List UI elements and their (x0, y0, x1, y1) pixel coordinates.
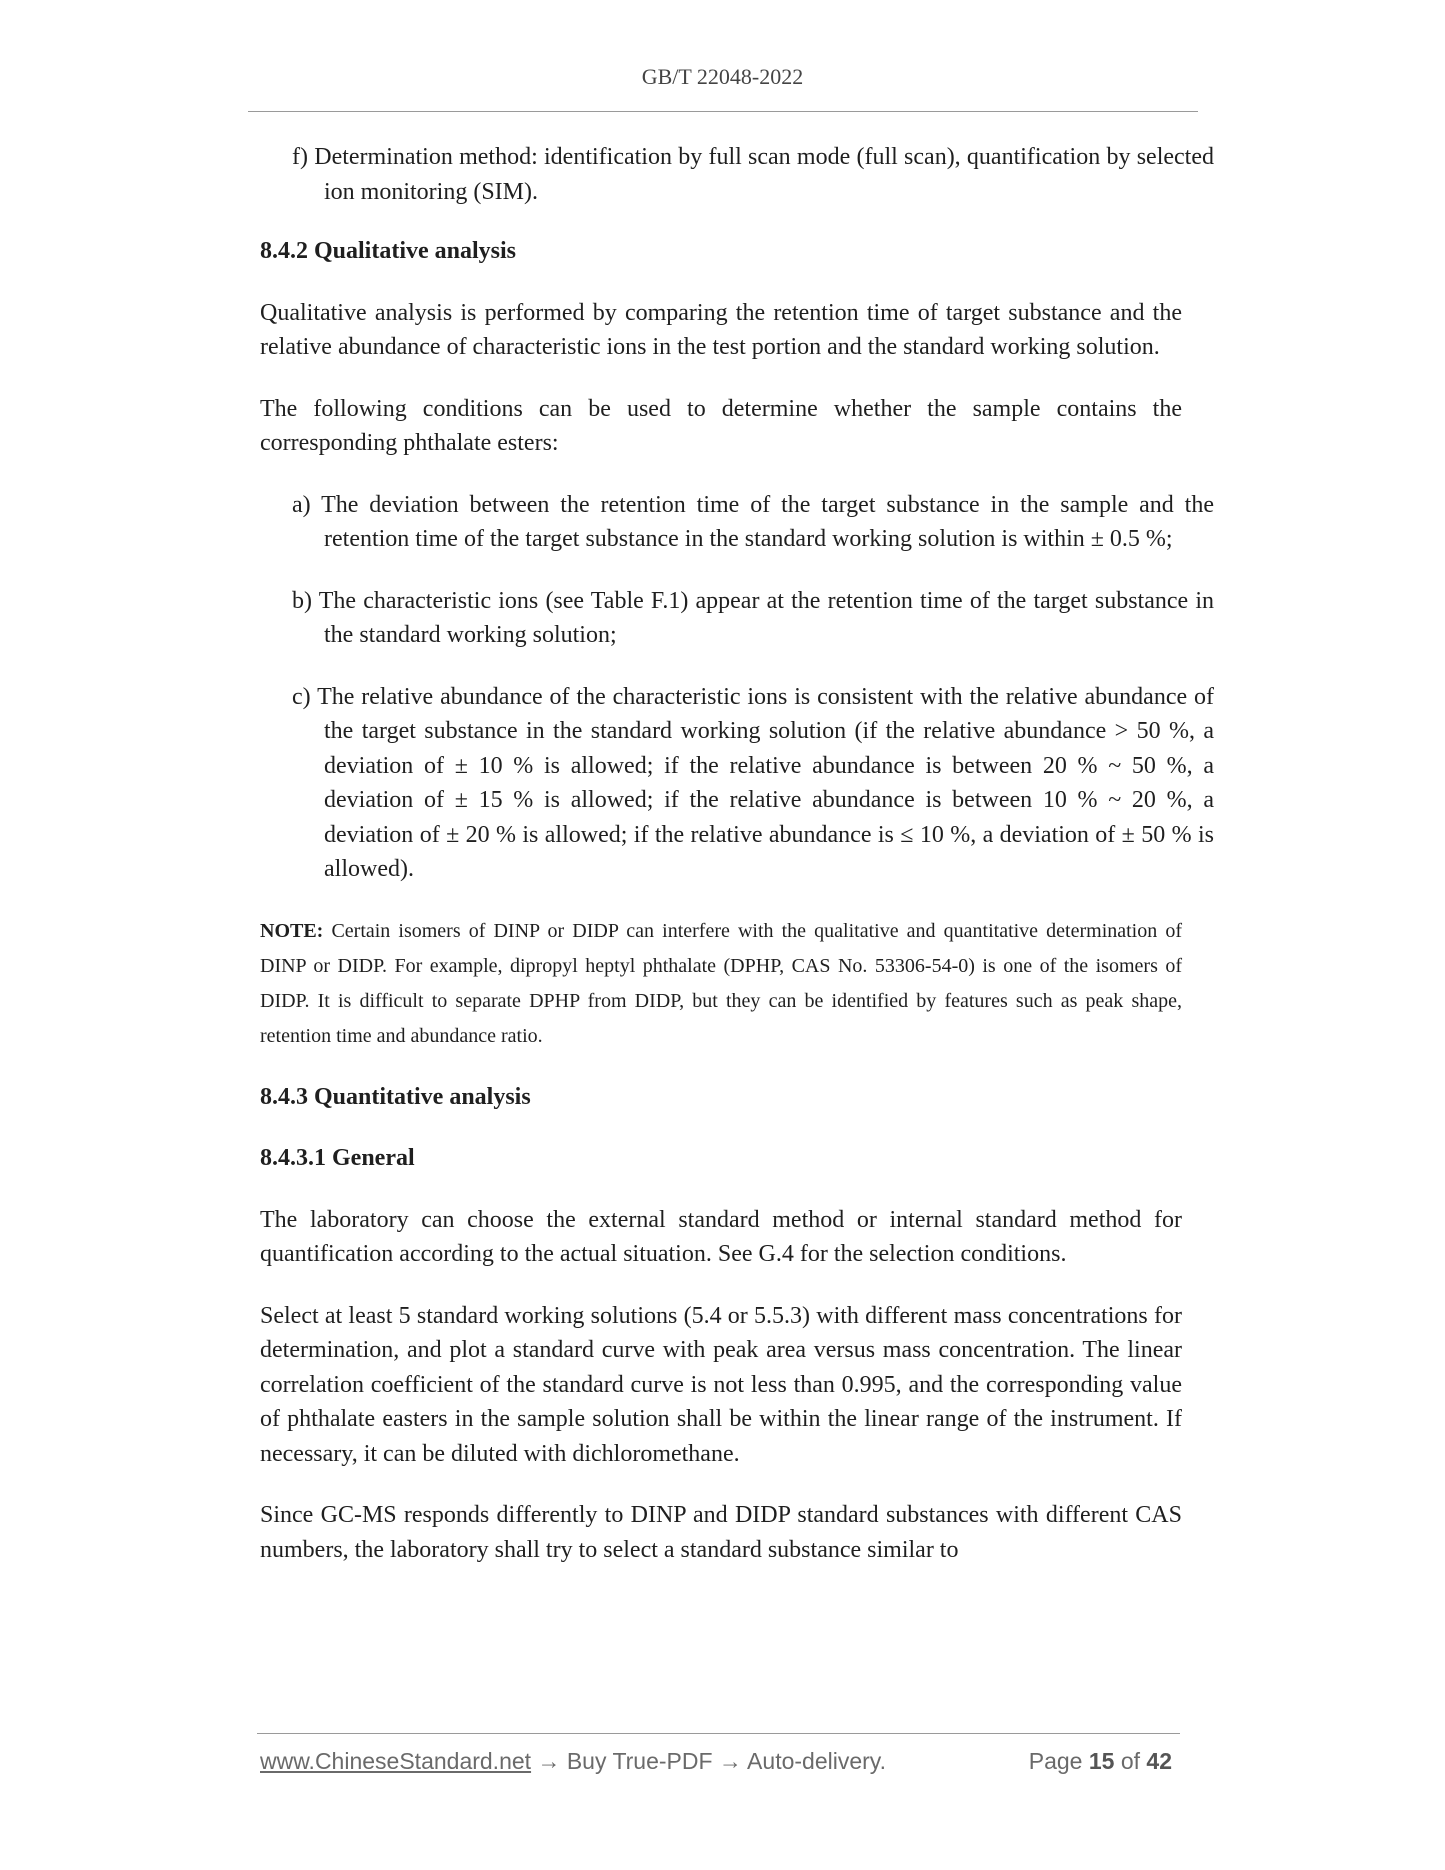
paragraph: Since GC-MS responds differently to DINP and DIDP standard substances with different CAS numbers, the laboratory shall try to select a standard substance similar to (260, 1502, 1182, 1563)
footer-promo (260, 1748, 886, 1775)
page-label: Page (1028, 1748, 1089, 1774)
note-label: NOTE: (260, 919, 324, 942)
note-block (260, 914, 1182, 1054)
total-pages: 42 (1146, 1748, 1172, 1774)
header-divider (248, 111, 1198, 112)
section-heading-842: 8.4.2 Qualitative analysis (260, 238, 517, 264)
website-link[interactable]: www.ChineseStandard.net (260, 1748, 532, 1774)
list-item-b: b) The characteristic ions (see Table F.1) appear at the retention time of the target substance in the standard working solution; (292, 587, 1214, 648)
page-indicator (1029, 1748, 1172, 1775)
of-label: of (1114, 1748, 1147, 1774)
note-text: Certain isomers of DINP or DIDP can interfere with the qualitative and quantitative determination of DINP or DIDP. For example, dipropyl heptyl phthalate (DPHP, CAS No. 53306-54-0) is one of the isomers of DIDP. It is difficult to separate DPHP from DIDP, but they can be identified by features such as peak shape, retention time and abundance ratio. (260, 919, 1182, 1047)
footer-promo-text: → Buy True-PDF → Auto-delivery. (531, 1748, 886, 1774)
paragraph: The laboratory can choose the external standard method or internal standard method for quantification according to the actual situation. See G.4 for the selection conditions. (260, 1206, 1182, 1267)
footer-divider (257, 1733, 1180, 1734)
subsection-heading-8431: 8.4.3.1 General (260, 1145, 415, 1171)
paragraph: Qualitative analysis is performed by comparing the retention time of target substance and the relative abundance of characteristic ions in the test portion and the standard working solution. (260, 299, 1182, 360)
list-item-c: c) The relative abundance of the characteristic ions is consistent with the relative abundance of the target substance in the standard working solution (if the relative abundance > 50 %, a deviation of ± 10 % is allowed; if the relative abundance is between 20 % ~ 50 %, a deviation of ± 15 % is allowed; if the relative abundance is between 10 % ~ 20 %, a deviation of ± 20 % is allowed; if the relative abundance is ≤ 10 %, a deviation of ± 50 % is allowed). (292, 683, 1214, 882)
list-item-f: f) Determination method: identification by full scan mode (full scan), quantification by selected ion monitoring (SIM). (292, 144, 1214, 205)
section-heading-843: 8.4.3 Quantitative analysis (260, 1083, 531, 1110)
page-number: 15 (1088, 1748, 1115, 1774)
page-content (260, 140, 1214, 1594)
paragraph: Select at least 5 standard working solutions (5.4 or 5.5.3) with different mass concentrations for determination, and plot a standard curve with peak area versus mass concentration. The linear correlation coefficient of the standard curve is not less than 0.995, and the corresponding value of phthalate easters in the sample solution shall be within the linear range of the instrument. If necessary, it can be diluted with dichloromethane. (260, 1302, 1182, 1467)
paragraph: The following conditions can be used to determine whether the sample contains the corresponding phthalate esters: (260, 395, 1182, 456)
list-item-a: a) The deviation between the retention time of the target substance in the sample and the retention time of the target substance in the standard working solution is within ± 0.5 %; (292, 491, 1214, 552)
document-header: GB/T 22048-2022 (641, 64, 804, 89)
